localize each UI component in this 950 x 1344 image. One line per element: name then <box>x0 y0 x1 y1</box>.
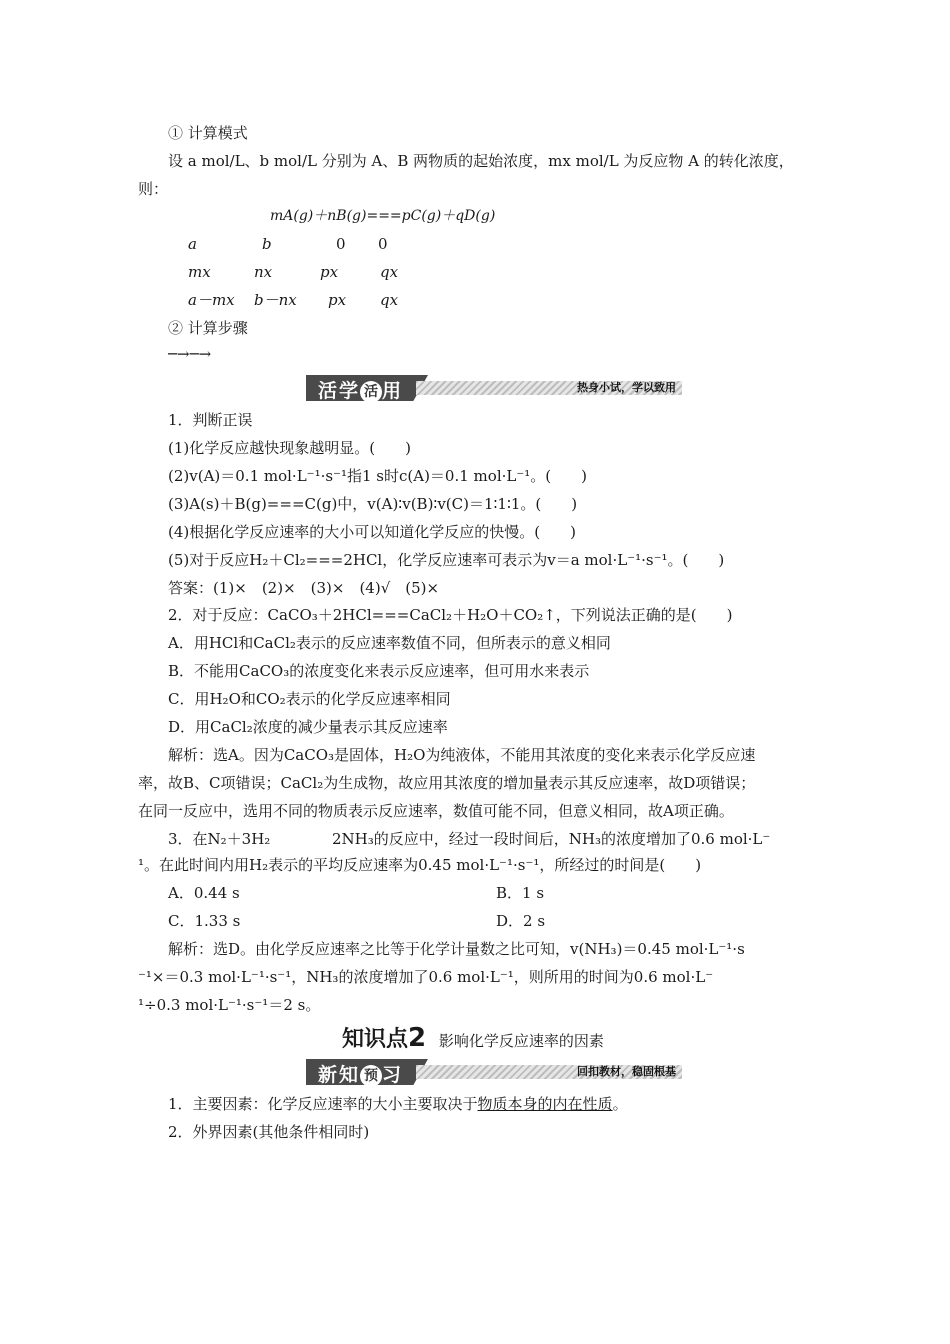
row1-c: 0 <box>336 235 346 253</box>
q2-option-d: D．用CaCl₂浓度的减少量表示其反应速率 <box>168 718 448 736</box>
banner-title-b: 习 <box>382 1064 404 1086</box>
row1-d: 0 <box>378 235 388 253</box>
row3-c: px <box>328 291 347 309</box>
q3-analysis-3: ¹÷0.3 mol·L⁻¹·s⁻¹＝2 s。 <box>138 996 321 1014</box>
kp-number: 2 <box>408 1023 427 1053</box>
factor-1-pre: 1．主要因素：化学反应速率的大小主要取决于 <box>168 1095 478 1113</box>
q1-item-3: (3)A(s)＋B(g)===C(g)中，v(A)∶v(B)∶v(C)＝1∶1∶1。( ) <box>168 495 578 513</box>
q1-answer: 答案：(1)× (2)× (3)× (4)√ (5)× <box>168 579 440 597</box>
banner-circle-char: 预 <box>360 1065 382 1087</box>
step-arrows: ─→─→ <box>168 345 212 363</box>
q3-option-a: A．0.44 s <box>168 884 240 902</box>
row3-a: a－mx <box>188 291 235 309</box>
q2-option-a: A．用HCl和CaCl₂表示的反应速率数值不同，但所表示的意义相同 <box>168 634 611 652</box>
reaction-equation: mA(g)＋nB(g)===pC(g)＋qD(g) <box>270 208 496 224</box>
q3-option-c: C．1.33 s <box>168 912 241 930</box>
row1-a: a <box>188 235 197 253</box>
q3-option-b: B．1 s <box>496 884 545 902</box>
calc-heading-1: ① 计算模式 <box>168 124 248 142</box>
factor-item-2: 2．外界因素(其他条件相同时) <box>168 1123 370 1141</box>
banner-title-a: 活学 <box>318 380 361 402</box>
q1-item-4: (4)根据化学反应速率的大小可以知道化学反应的快慢。( ) <box>168 523 576 541</box>
kp-label: 知识点 <box>342 1027 409 1052</box>
q3-stem-1b: 2NH₃的反应中，经过一段时间后，NH₃的浓度增加了0.6 mol·L⁻ <box>332 830 771 848</box>
q3-stem-1a: 3．在N₂＋3H₂ <box>168 830 271 848</box>
kp-title: 影响化学反应速率的因素 <box>438 1032 604 1050</box>
factor-1-underlined: 物质本身的内在性质 <box>477 1095 613 1113</box>
row1-b: b <box>262 235 272 253</box>
preview-banner <box>306 1059 682 1085</box>
banner-title <box>318 376 403 403</box>
q2-analysis-1: 解析：选A。因为CaCO₃是固体，H₂O为纯液体，不能用其浓度的变化来表示化学反应速 <box>168 746 756 764</box>
knowledge-point-heading <box>342 1024 604 1055</box>
row3-d: qx <box>380 291 399 309</box>
row2-b: nx <box>254 263 273 281</box>
q1-item-5: (5)对于反应H₂＋Cl₂===2HCl，化学反应速率可表示为v＝a mol·L⁻¹·s⁻¹。( ) <box>168 551 725 569</box>
q1-title: 1．判断正误 <box>168 411 253 429</box>
banner-title-b: 用 <box>382 380 404 402</box>
banner-tagline: 回扣教材，稳固根基 <box>577 1065 676 1078</box>
calc-heading-2: ② 计算步骤 <box>168 319 248 337</box>
q1-item-2: (2)v(A)＝0.1 mol·L⁻¹·s⁻¹指1 s时c(A)＝0.1 mol·L⁻¹。( ) <box>168 467 587 485</box>
q3-option-d: D．2 s <box>496 912 546 930</box>
q2-option-b: B．不能用CaCO₃的浓度变化来表示反应速率，但可用水来表示 <box>168 662 590 680</box>
banner-title-a: 新知 <box>318 1064 361 1086</box>
row3-b: b－nx <box>254 291 297 309</box>
row2-d: qx <box>380 263 399 281</box>
banner-title <box>318 1060 403 1087</box>
calc-desc-line-1: 设 a mol/L、b mol/L 分别为 A、B 两物质的起始浓度，mx mol/L 为反应物 A 的转化浓度， <box>168 152 794 170</box>
banner-tagline: 热身小试，学以致用 <box>577 381 676 394</box>
factor-1-post: 。 <box>612 1095 628 1113</box>
row2-c: px <box>320 263 339 281</box>
q3-stem-2: ¹。在此时间内用H₂表示的平均反应速率为0.45 mol·L⁻¹·s⁻¹，所经过的时间是( ) <box>138 856 702 874</box>
banner-circle-char: 活 <box>360 381 382 403</box>
practice-banner <box>306 375 682 401</box>
q2-analysis-2: 率，故B、C项错误；CaCl₂为生成物，故应用其浓度的增加量表示其反应速率，故D项错误； <box>138 774 756 792</box>
calc-desc-line-2: 则： <box>138 180 169 198</box>
q1-item-1: (1)化学反应越快现象越明显。( ) <box>168 439 411 457</box>
q2-analysis-3: 在同一反应中，选用不同的物质表示反应速率，数值可能不同，但意义相同，故A项正确。 <box>138 802 734 820</box>
row2-a: mx <box>188 263 211 281</box>
factor-item-1 <box>168 1094 628 1114</box>
q2-stem: 2．对于反应：CaCO₃＋2HCl===CaCl₂＋H₂O＋CO₂↑，下列说法正确的是( ) <box>168 606 733 624</box>
q2-option-c: C．用H₂O和CO₂表示的化学反应速率相同 <box>168 690 451 708</box>
q3-analysis-1: 解析：选D。由化学反应速率之比等于化学计量数之比可知，v(NH₃)＝0.45 mol·L⁻¹·s <box>168 940 745 958</box>
q3-analysis-2: ⁻¹×＝0.3 mol·L⁻¹·s⁻¹，NH₃的浓度增加了0.6 mol·L⁻¹，则所用的时间为0.6 mol·L⁻ <box>138 968 714 986</box>
